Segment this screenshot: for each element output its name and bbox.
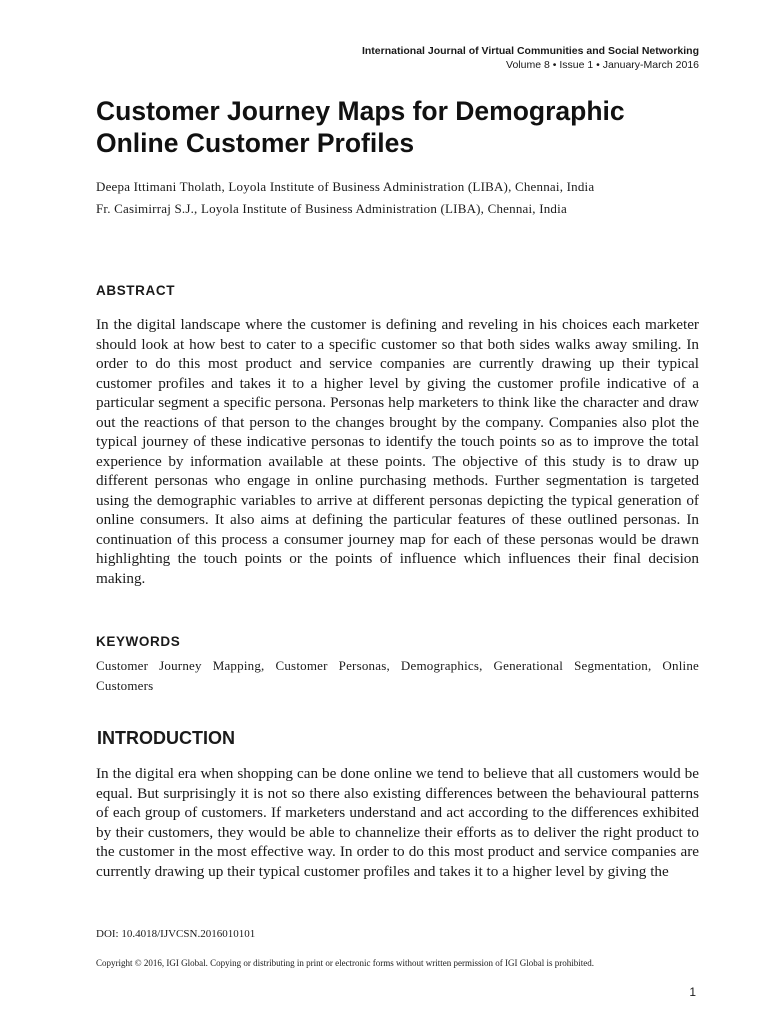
page-number: 1 [689, 985, 696, 999]
keywords-text: Customer Journey Mapping, Customer Personas, Demographics, Generational Segmentation, Online Customers [96, 658, 699, 693]
abstract-heading: ABSTRACT [96, 283, 176, 298]
author-list [96, 176, 696, 220]
introduction-heading: INTRODUCTION [97, 728, 235, 748]
journal-name: International Journal of Virtual Communities and Social Networking [361, 45, 699, 57]
author-affiliation: Fr. Casimirraj S.J., Loyola Institute of Business Administration (LIBA), Chennai, India [96, 201, 567, 216]
paper-title: Customer Journey Maps for Demographic Online Customer Profiles [96, 96, 625, 158]
author-affiliation: Deepa Ittimani Tholath, Loyola Institute of Business Administration (LIBA), Chennai, India [96, 179, 595, 194]
abstract-text: In the digital landscape where the customer is defining and reveling in his choices each marketer should look at how best to cater to a specific customer so that both sides walks away smiling. In order to do this most product and service companies are currently drawing up their typical customer profiles and takes it to a higher level by giving the customer profile indicative of a particular segment a specific persona. Personas help marketers to think like the character and draw out the reactions of that person to the changes brought by the company. Companies also plot the typical journey of these indicative personas to identify the touch points so as to improve the total experience by information available at these points. The objective of this study is to draw up different personas who engage in online purchasing methods. Further segmentation is targeted using the demographic variables to arrive at different personas depicting the typical generation of online consumers. It also aims at defining the particular features of these outlined personas. In continuation of this process a consumer journey map for each of these personas would be drawn highlighting the touch points or the points of influence which influences their final decision making. [96, 316, 699, 587]
journal-issue: Volume 8 • Issue 1 • January-March 2016 [506, 59, 699, 71]
journal-header [362, 44, 699, 72]
keywords-heading: KEYWORDS [96, 634, 181, 649]
doi: DOI: 10.4018/IJVCSN.2016010101 [96, 928, 256, 940]
introduction-text: In the digital era when shopping can be done online we tend to believe that all customers would be equal. But surprisingly it is not so there also existing differences between the behavioural patterns of each group of customers. If marketers understand and act according to the differences exhibited by their customers, they would be able to channelize their efforts as to deliver the right product to the customer in the most effective way. In order to do this most product and service companies are currently drawing up their typical customer profiles and takes it to a higher level by giving the [96, 765, 699, 880]
copyright-notice: Copyright © 2016, IGI Global. Copying or distributing in print or electronic forms without written permission of IGI Global is prohibited. [96, 958, 595, 968]
